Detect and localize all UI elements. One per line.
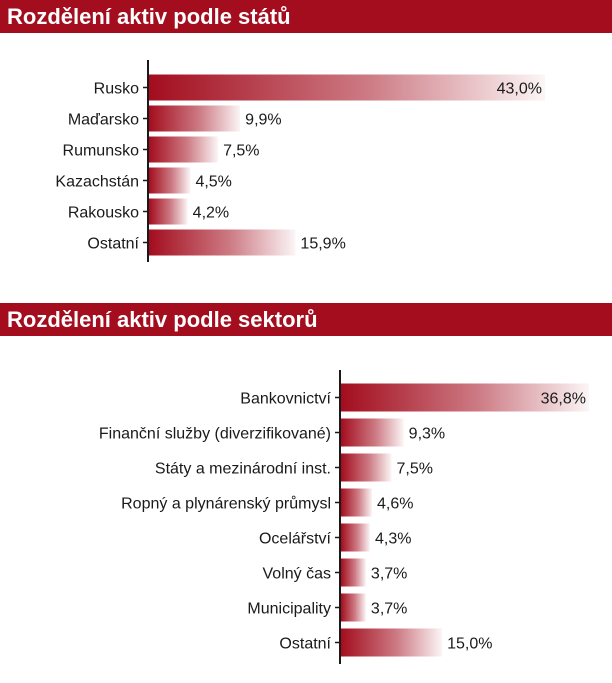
value-label: 4,5%	[195, 173, 232, 191]
bar	[341, 454, 392, 482]
bar	[149, 199, 188, 225]
value-label: 43,0%	[496, 80, 542, 98]
bar	[149, 137, 218, 163]
category-label: Rumunsko	[62, 142, 139, 160]
category-label: Ocelářství	[258, 530, 331, 548]
category-label: Rusko	[93, 80, 139, 98]
category-label: Rakousko	[67, 204, 139, 222]
category-label: Volný čas	[262, 565, 331, 583]
category-label: Municipality	[247, 600, 331, 618]
bar	[149, 230, 295, 256]
value-label: 36,8%	[540, 390, 586, 408]
category-label: Ostatní	[279, 635, 331, 653]
bar	[149, 106, 240, 132]
bar	[341, 629, 442, 657]
chart-title-sectors: Rozdělení aktiv podle sektorů	[0, 303, 612, 336]
bar	[341, 419, 404, 447]
value-label: 7,5%	[396, 460, 434, 478]
value-label: 4,6%	[377, 495, 414, 513]
bar	[341, 524, 370, 552]
chart-title-countries: Rozdělení aktiv podle států	[0, 0, 612, 33]
category-label: Finanční služby (diverzifikované)	[98, 425, 331, 443]
value-label: 7,5%	[223, 142, 260, 160]
bar	[149, 75, 545, 101]
category-label: Kazachstán	[55, 173, 139, 191]
bar	[341, 489, 372, 517]
value-label: 4,2%	[192, 204, 230, 222]
sectors-bar-chart	[0, 370, 612, 670]
value-label: 3,7%	[370, 600, 408, 618]
value-label: 4,3%	[374, 530, 412, 548]
value-label: 3,7%	[370, 565, 408, 583]
category-label: Bankovnictví	[240, 390, 331, 408]
countries-bar-chart	[0, 60, 612, 286]
value-label: 9,9%	[245, 111, 282, 129]
bar	[149, 168, 190, 194]
category-label: Maďarsko	[67, 111, 139, 129]
value-label: 15,0%	[447, 635, 493, 653]
value-label: 15,9%	[300, 235, 346, 253]
category-label: Ropný a plynárenský průmysl	[121, 495, 331, 513]
value-label: 9,3%	[408, 425, 446, 443]
category-label: Ostatní	[87, 235, 139, 253]
bar	[341, 594, 366, 622]
bar	[341, 559, 366, 587]
category-label: Státy a mezinárodní inst.	[154, 460, 331, 478]
